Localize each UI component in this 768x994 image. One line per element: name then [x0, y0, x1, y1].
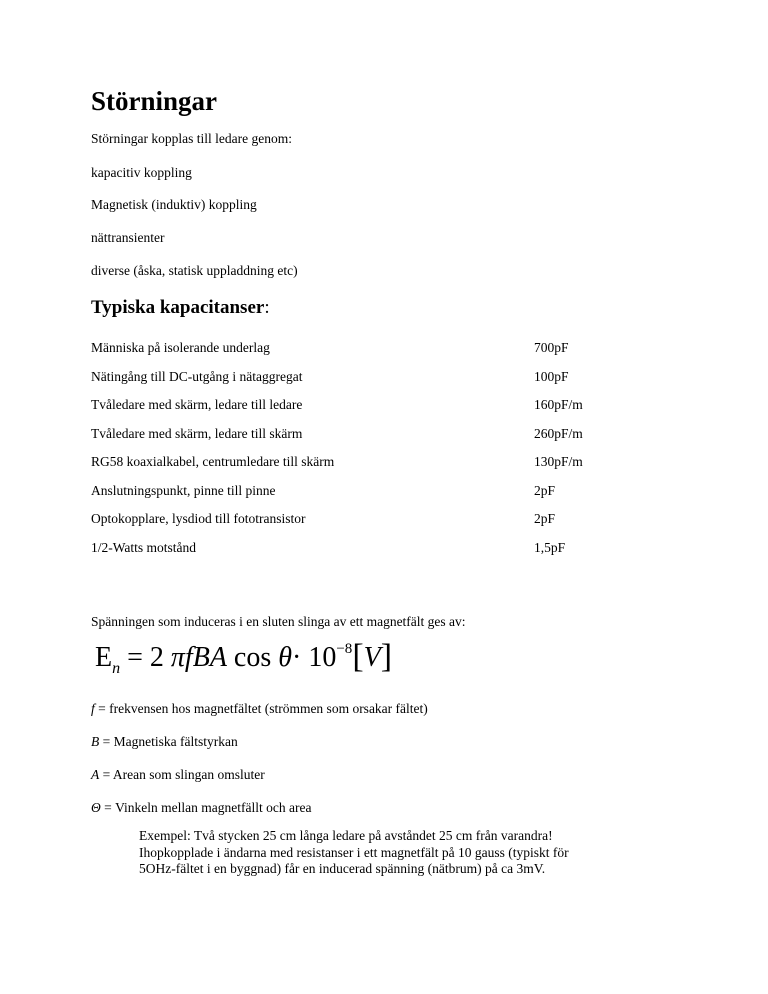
- formula-bracket-close: ]: [380, 638, 393, 675]
- row-name: Tvåledare med skärm, ledare till ledare: [91, 397, 303, 412]
- formula-subscript: n: [112, 660, 121, 677]
- row-name: Anslutningspunkt, pinne till pinne: [91, 483, 276, 498]
- row-value: 2pF: [534, 511, 556, 526]
- row-name: Tvåledare med skärm, ledare till skärm: [91, 426, 303, 441]
- page-title: Störningar: [91, 86, 218, 116]
- definition-symbol: B: [91, 734, 100, 749]
- table-row: [91, 425, 691, 443]
- example-paragraph: [139, 828, 639, 878]
- formula-cos: cos: [226, 642, 279, 673]
- table-row: [91, 453, 691, 471]
- row-name: 1/2-Watts motstånd: [91, 540, 197, 555]
- row-name: Människa på isolerande underlag: [91, 340, 270, 355]
- example-line: Exempel: Två stycken 25 cm långa ledare på avståndet 25 cm från varandra!: [139, 828, 553, 843]
- formula-theta: θ: [278, 642, 293, 673]
- coupling-item: kapacitiv koppling: [91, 165, 192, 180]
- table-row: [91, 368, 691, 386]
- row-value: 160pF/m: [534, 397, 583, 412]
- formula-bracket-open: [: [352, 638, 364, 675]
- row-value: 100pF: [534, 369, 569, 384]
- row-value: 2pF: [534, 483, 556, 498]
- formula-equals: = 2: [120, 642, 171, 673]
- coupling-item: diverse (åska, statisk uppladdning etc): [91, 263, 298, 278]
- table-row: [91, 396, 691, 414]
- row-name: Nätingång till DC-utgång i nätaggregat: [91, 369, 303, 384]
- example-line: Ihopkopplade i ändarna med resistanser i ett magnetfält på 10 gauss (typiskt för: [139, 844, 569, 860]
- definition-symbol: f: [91, 701, 95, 716]
- table-row: [91, 482, 691, 500]
- row-value: 1,5pF: [534, 540, 566, 555]
- formula-lhs: E: [95, 642, 113, 673]
- heading-colon: :: [264, 297, 270, 318]
- definition-text: = Vinkeln mellan magnetfällt och area: [100, 800, 312, 815]
- row-value: 260pF/m: [534, 426, 583, 441]
- formula-exponent: −8: [336, 641, 353, 657]
- definition-item: [91, 733, 238, 750]
- example-line: 5OHz-fältet i en byggnad) får en inducerad spänning (nätbrum) på ca 3mV.: [139, 861, 546, 876]
- row-value: 130pF/m: [534, 454, 583, 469]
- table-row: [91, 539, 691, 557]
- table-row: [91, 339, 691, 357]
- definition-item: [91, 766, 265, 783]
- row-name: Optokopplare, lysdiod till fototransistor: [91, 511, 306, 526]
- coupling-item: nättransienter: [91, 230, 165, 245]
- definition-item: [91, 700, 428, 717]
- capacitance-heading-text: Typiska kapacitanser: [91, 297, 265, 318]
- formula-power-base: · 10: [292, 642, 337, 673]
- row-name: RG58 koaxialkabel, centrumledare till skärm: [91, 454, 335, 469]
- formula-unit: V: [363, 642, 381, 673]
- formula-variables: πfBA: [170, 642, 227, 673]
- row-value: 700pF: [534, 340, 569, 355]
- induction-formula: [95, 636, 392, 676]
- capacitance-heading: [91, 296, 270, 320]
- definition-item: [91, 799, 311, 816]
- definition-text: = Arean som slingan omsluter: [99, 767, 265, 782]
- coupling-item: Magnetisk (induktiv) koppling: [91, 197, 257, 212]
- table-row: [91, 510, 691, 528]
- definition-symbol: Θ: [91, 800, 101, 815]
- definition-text: = Magnetiska fältstyrkan: [99, 734, 238, 749]
- definition-symbol: A: [91, 767, 100, 782]
- induction-text: Spänningen som induceras i en sluten slinga av ett magnetfält ges av:: [91, 614, 466, 629]
- definition-text: = frekvensen hos magnetfältet (strömmen som orsakar fältet): [94, 701, 428, 716]
- intro-text: Störningar kopplas till ledare genom:: [91, 131, 292, 146]
